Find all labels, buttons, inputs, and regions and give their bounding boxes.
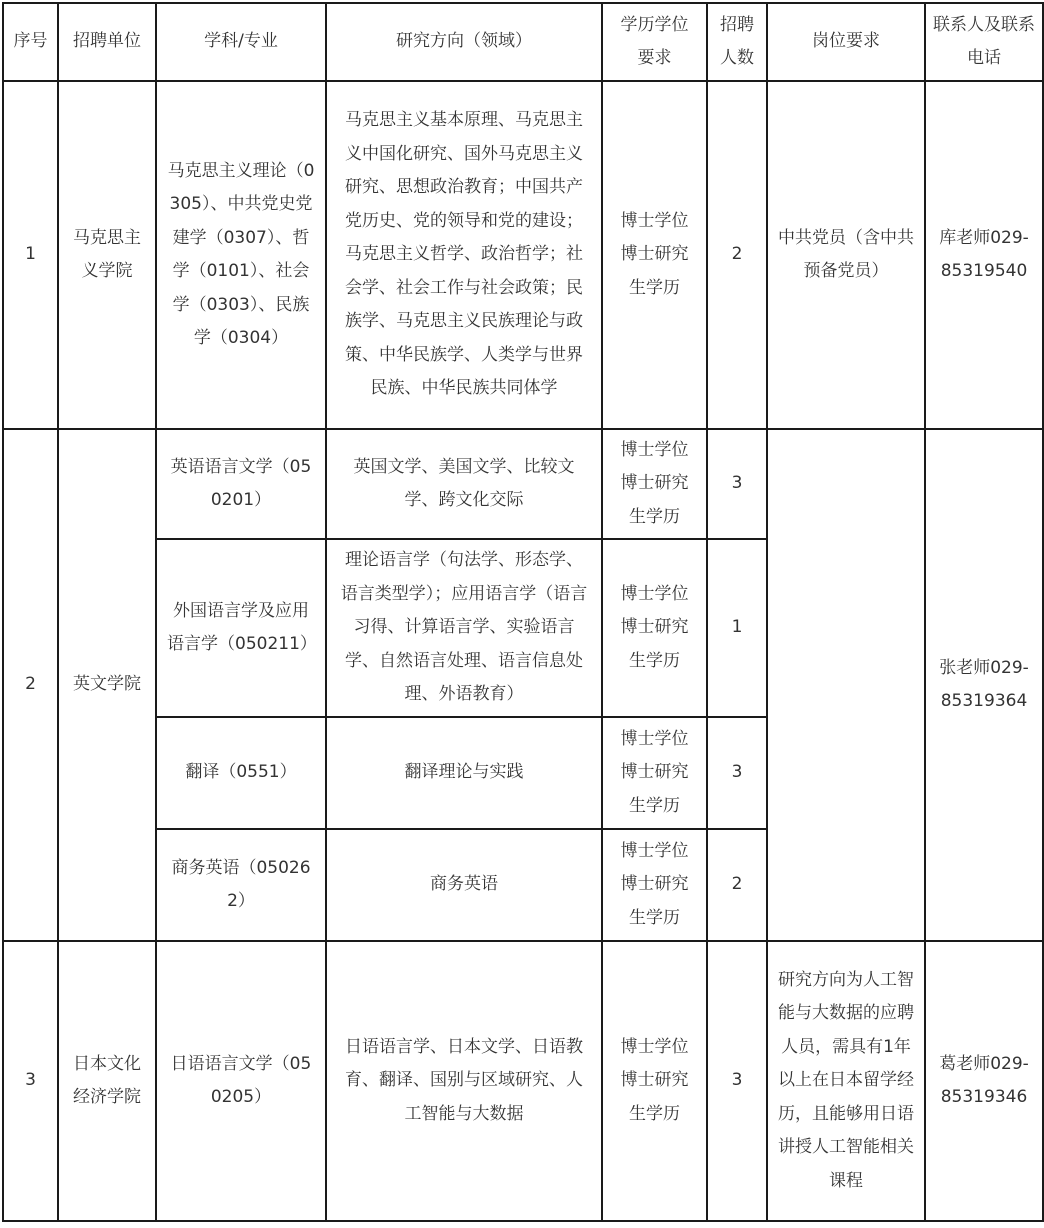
header-requirement: 岗位要求 [767,3,925,81]
row-number: 1 [3,81,58,429]
headcount-cell: 3 [707,717,767,829]
position-requirement-cell: 中共党员（含中共预备党员） [767,81,925,429]
research-direction-cell: 翻译理论与实践 [326,717,602,829]
major-cell: 英语语言文学（050201） [156,429,326,539]
degree-requirement-cell: 博士学位博士研究生学历 [602,539,707,717]
research-direction-cell: 日语语言学、日本文学、日语教育、翻译、国别与区域研究、人工智能与大数据 [326,941,602,1221]
position-requirement-cell [767,429,925,941]
contact-cell: 葛老师029-85319346 [925,941,1043,1221]
research-direction-cell: 商务英语 [326,829,602,941]
header-unit: 招聘单位 [58,3,156,81]
degree-requirement-cell: 博士学位博士研究生学历 [602,941,707,1221]
research-direction-cell: 马克思主义基本原理、马克思主义中国化研究、国外马克思主义研究、思想政治教育；中国共产党历史、党的领导和党的建设；马克思主义哲学、政治哲学；社会学、社会工作与社会政策；民族学、马克思主义民族理论与政策、中华民族学、人类学与世界民族、中华民族共同体学 [326,81,602,429]
row-number: 3 [3,941,58,1221]
degree-requirement-cell: 博士学位博士研究生学历 [602,829,707,941]
contact-cell: 张老师029-85319364 [925,429,1043,941]
headcount-cell: 2 [707,81,767,429]
table-row [3,81,1043,429]
recruiting-unit: 日本文化经济学院 [58,941,156,1221]
major-cell: 外国语言学及应用语言学（050211） [156,539,326,717]
headcount-cell: 1 [707,539,767,717]
recruiting-unit: 英文学院 [58,429,156,941]
degree-requirement-cell: 博士学位博士研究生学历 [602,81,707,429]
major-cell: 翻译（0551） [156,717,326,829]
headcount-cell: 2 [707,829,767,941]
major-cell: 马克思主义理论（0305）、中共党史党建学（0307）、哲学（0101）、社会学（0303）、民族学（0304） [156,81,326,429]
research-direction-cell: 英国文学、美国文学、比较文学、跨文化交际 [326,429,602,539]
contact-cell: 库老师029-85319540 [925,81,1043,429]
header-major: 学科/专业 [156,3,326,81]
major-cell: 日语语言文学（050205） [156,941,326,1221]
headcount-cell: 3 [707,941,767,1221]
recruiting-unit: 马克思主义学院 [58,81,156,429]
header-degree: 学历学位要求 [602,3,707,81]
header-contact: 联系人及联系电话 [925,3,1043,81]
major-cell: 商务英语（050262） [156,829,326,941]
research-direction-cell: 理论语言学（句法学、形态学、语言类型学）；应用语言学（语言习得、计算语言学、实验语言学、自然语言处理、语言信息处理、外语教育） [326,539,602,717]
header-count: 招聘人数 [707,3,767,81]
header-direction: 研究方向（领域） [326,3,602,81]
degree-requirement-cell: 博士学位博士研究生学历 [602,717,707,829]
row-number: 2 [3,429,58,941]
position-requirement-cell: 研究方向为人工智能与大数据的应聘人员，需具有1年以上在日本留学经历，且能够用日语讲授人工智能相关课程 [767,941,925,1221]
header-row [3,3,1043,81]
table-row [3,941,1043,1221]
recruitment-table [2,2,1044,1222]
header-no: 序号 [3,3,58,81]
table-row [3,429,1043,539]
headcount-cell: 3 [707,429,767,539]
degree-requirement-cell: 博士学位博士研究生学历 [602,429,707,539]
